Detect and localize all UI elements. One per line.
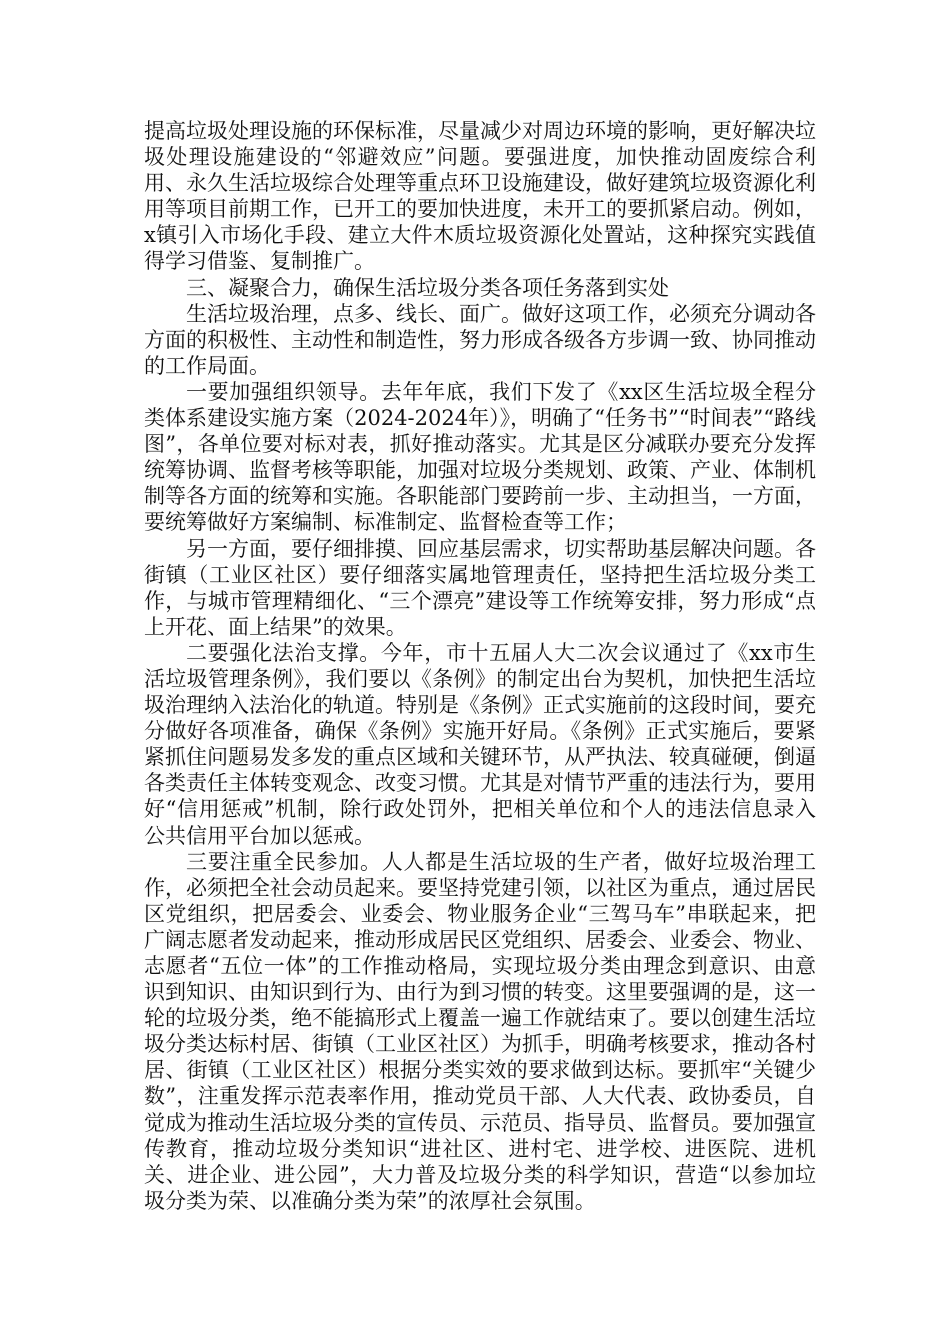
document-body <box>144 118 816 1214</box>
paragraph: 生活垃圾治理，点多、线长、面广。做好这项工作，必须充分调动各方面的积极性、主动性和制造性，努力形成各级各方步调一致、协同推动的工作局面。 <box>144 301 816 378</box>
paragraph-continued: 提高垃圾处理设施的环保标准，尽量减少对周边环境的影响，更好解决垃圾处理设施建设的“邻避效应”问题。要强进度，加快推动固废综合利用、永久生活垃圾综合处理等重点环卫设施建设，做好建筑垃圾资源化利用等项目前期工作，已开工的要加快进度，未开工的要抓紧启动。例如，x镇引入市场化手段、建立大件木质垃圾资源化处置站，这种探究实践值得学习借鉴、复制推广。 <box>144 119 816 274</box>
paragraph: 二要强化法治支撑。今年，市十五届人大二次会议通过了《xx市生活垃圾管理条例》，我们要以《条例》的制定出台为契机，加快把生活垃圾治理纳入法治化的轨道。特别是《条例》正式实施前的这段时间，要充分做好各项准备，确保《条例》实施开好局。《条例》正式实施后，要紧紧抓住问题易发多发的重点区域和关键环节，从严执法、较真碰硬，倒逼各类责任主体转变观念、改变习惯。尤其是对情节严重的违法行为，要用好“信用惩戒”机制，除行政处罚外，把相关单位和个人的违法信息录入公共信用平台加以惩戒。 <box>144 640 816 848</box>
paragraph: 另一方面，要仔细排摸、回应基层需求，切实帮助基层解决问题。各街镇（工业区社区）要仔细落实属地管理责任，坚持把生活垃圾分类工作，与城市管理精细化、“三个漂亮”建设等工作统筹安排，努力形成“点上开花、面上结果”的效果。 <box>144 536 816 639</box>
paragraph: 一要加强组织领导。去年年底，我们下发了《xx区生活垃圾全程分类体系建设实施方案（2024-2024年）》，明确了“任务书”“时间表”“路线图”，各单位要对标对表，抓好推动落实。尤其是区分减联办要充分发挥统筹协调、监督考核等职能，加强对垃圾分类规划、政策、产业、体制机制等各方面的统筹和实施。各职能部门要跨前一步、主动担当，一方面，要统筹做好方案编制、标准制定、监督检查等工作； <box>144 379 816 535</box>
section-heading: 三、凝聚合力，确保生活垃圾分类各项任务落到实处 <box>186 275 669 300</box>
paragraph: 三要注重全民参加。人人都是生活垃圾的生产者，做好垃圾治理工作，必须把全社会动员起来。要坚持党建引领，以社区为重点，通过居民区党组织，把居委会、业委会、物业服务企业“三驾马车”串联起来，把广阔志愿者发动起来，推动形成居民区党组织、居委会、业委会、物业、志愿者“五位一体”的工作推动格局，实现垃圾分类由理念到意识、由意识到知识、由知识到行为、由行为到习惯的转变。这里要强调的是，这一轮的垃圾分类，绝不能搞形式上覆盖一遍工作就结束了。要以创建生活垃圾分类达标村居、街镇（工业区社区）为抓手，明确考核要求，推动各村居、街镇（工业区社区）根据分类实效的要求做到达标。要抓牢“关键少数”，注重发挥示范表率作用，推动党员干部、人大代表、政协委员，自觉成为推动生活垃圾分类的宣传员、示范员、指导员、监督员。要加强宣传教育，推动垃圾分类知识“进社区、进村宅、进学校、进医院、进机关、进企业、进公园”，大力普及垃圾分类的科学知识，营造“以参加垃圾分类为荣、以准确分类为荣”的浓厚社会氛围。 <box>144 849 816 1213</box>
